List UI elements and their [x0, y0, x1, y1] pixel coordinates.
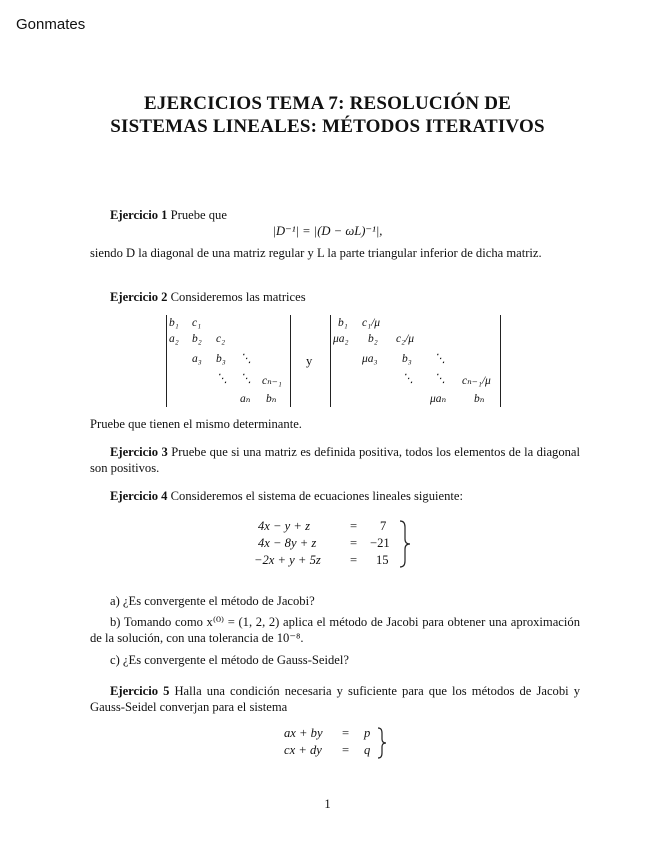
ex4-b: b) Tomando como x⁽⁰⁾ = (1, 2, 2) aplica el método de Jacobi para obtener una aproximación de la solución, con una tolerancia de 10⁻⁸. [90, 615, 580, 645]
ex2-connector: y [306, 354, 313, 368]
ex4-eq2-rel: = [350, 536, 358, 550]
ex5-system [284, 726, 394, 762]
ex5-brace-icon [376, 726, 388, 760]
ex4-label: Ejercicio 4 [110, 489, 168, 503]
ex1-equation: |D⁻¹| = |(D − ωL)⁻¹|, [272, 224, 383, 238]
ex4-eq3-lhs: −2x + y + 5z [254, 553, 321, 567]
ml-r2c3: c₂ [216, 333, 226, 345]
ex4-intro-text: Consideremos el sistema de ecuaciones lineales siguiente: [170, 489, 463, 503]
mr-r4c5: cₙ₋₁/μ [462, 375, 491, 387]
ex5-eq2-lhs: cx + dy [284, 743, 322, 757]
title-line-1: EJERCICIOS TEMA 7: RESOLUCIÓN DE [143, 93, 512, 114]
matrix-right [330, 315, 502, 407]
ex5-eq1-rhs: p [364, 726, 371, 740]
ml-r2c1: a₂ [169, 333, 179, 345]
ex4-c: c) ¿Es convergente el método de Gauss-Seidel? [110, 653, 349, 667]
ml-r3c3: b₃ [216, 353, 226, 365]
mr-r4c4: ⋱ [434, 373, 446, 385]
ex4-eq3-rel: = [350, 553, 358, 567]
mr-r1c2: c₁/μ [362, 317, 381, 329]
ex3-block [90, 444, 580, 476]
mr-r5c5: bₙ [474, 393, 485, 405]
mr-r2c1: μa₂ [333, 333, 349, 345]
ex3-text: Pruebe que si una matriz es definida positiva, todos los elementos de la diagonal son positivos. [90, 445, 581, 475]
ex4-intro [90, 488, 580, 504]
ml-r5c4: aₙ [240, 393, 251, 405]
ex4-system [254, 519, 418, 571]
mr-r2c2: b₂ [368, 333, 378, 345]
ex1-intro [90, 207, 580, 223]
ex5-eq1-rel: = [342, 726, 350, 740]
ml-r4c3: ⋱ [216, 373, 228, 385]
ex5-label: Ejercicio 5 [110, 684, 170, 698]
ex1-text: siendo D la diagonal de una matriz regular y L la parte triangular inferior de dicha matriz. [90, 246, 542, 260]
ex2-intro-text: Consideremos las matrices [170, 290, 306, 304]
ml-r2c2: b₂ [192, 333, 202, 345]
ml-r5c5: bₙ [266, 393, 277, 405]
ex2-text: Pruebe que tienen el mismo determinante. [90, 417, 302, 431]
ex5-eq2-rel: = [342, 743, 350, 757]
mr-r3c4: ⋱ [434, 353, 446, 365]
ex4-eq2-lhs: 4x − 8y + z [258, 536, 317, 550]
ex5-text: Halla una condición necesaria y suficiente para que los métodos de Jacobi y Gauss-Seidel converjan para el sistema [90, 684, 580, 714]
site-name: Gonmates [16, 16, 86, 33]
ex1-intro-text: Pruebe que [170, 208, 227, 222]
ex5-block [90, 683, 580, 715]
ex4-eq2-rhs: −21 [370, 536, 390, 550]
ml-r1c1: b₁ [169, 317, 179, 329]
ex5-eq2-rhs: q [364, 743, 371, 757]
mr-r2c3: c₂/μ [396, 333, 415, 345]
ml-r4c4: ⋱ [240, 373, 252, 385]
ex1-label: Ejercicio 1 [110, 208, 168, 222]
matrix-left [166, 315, 292, 407]
ml-r3c2: a₃ [192, 353, 202, 365]
ex4-eq1-lhs: 4x − y + z [258, 519, 310, 533]
ex4-a: a) ¿Es convergente el método de Jacobi? [110, 594, 315, 608]
ex2-intro [90, 289, 580, 305]
ex3-label: Ejercicio 3 [110, 445, 168, 459]
ex5-eq1-lhs: ax + by [284, 726, 323, 740]
page-title [0, 92, 655, 138]
page-number: 1 [324, 797, 331, 811]
ex4-brace-icon [398, 519, 412, 569]
mr-r3c3: b₃ [402, 353, 412, 365]
mr-r5c4: μaₙ [430, 393, 447, 405]
ex4-eq1-rhs: 7 [380, 519, 387, 533]
title-line-2: SISTEMAS LINEALES: MÉTODOS ITERATIVOS [110, 116, 545, 137]
mr-r3c2: μa₃ [362, 353, 378, 365]
ex2-label: Ejercicio 2 [110, 290, 168, 304]
ml-r4c5: cₙ₋₁ [262, 375, 282, 387]
mr-r1c1: b₁ [338, 317, 348, 329]
ml-r3c4: ⋱ [240, 353, 252, 365]
mr-r4c3: ⋱ [402, 373, 414, 385]
ex4-eq3-rhs: 15 [376, 553, 389, 567]
ml-r1c2: c₁ [192, 317, 202, 329]
ex4-eq1-rel: = [350, 519, 358, 533]
